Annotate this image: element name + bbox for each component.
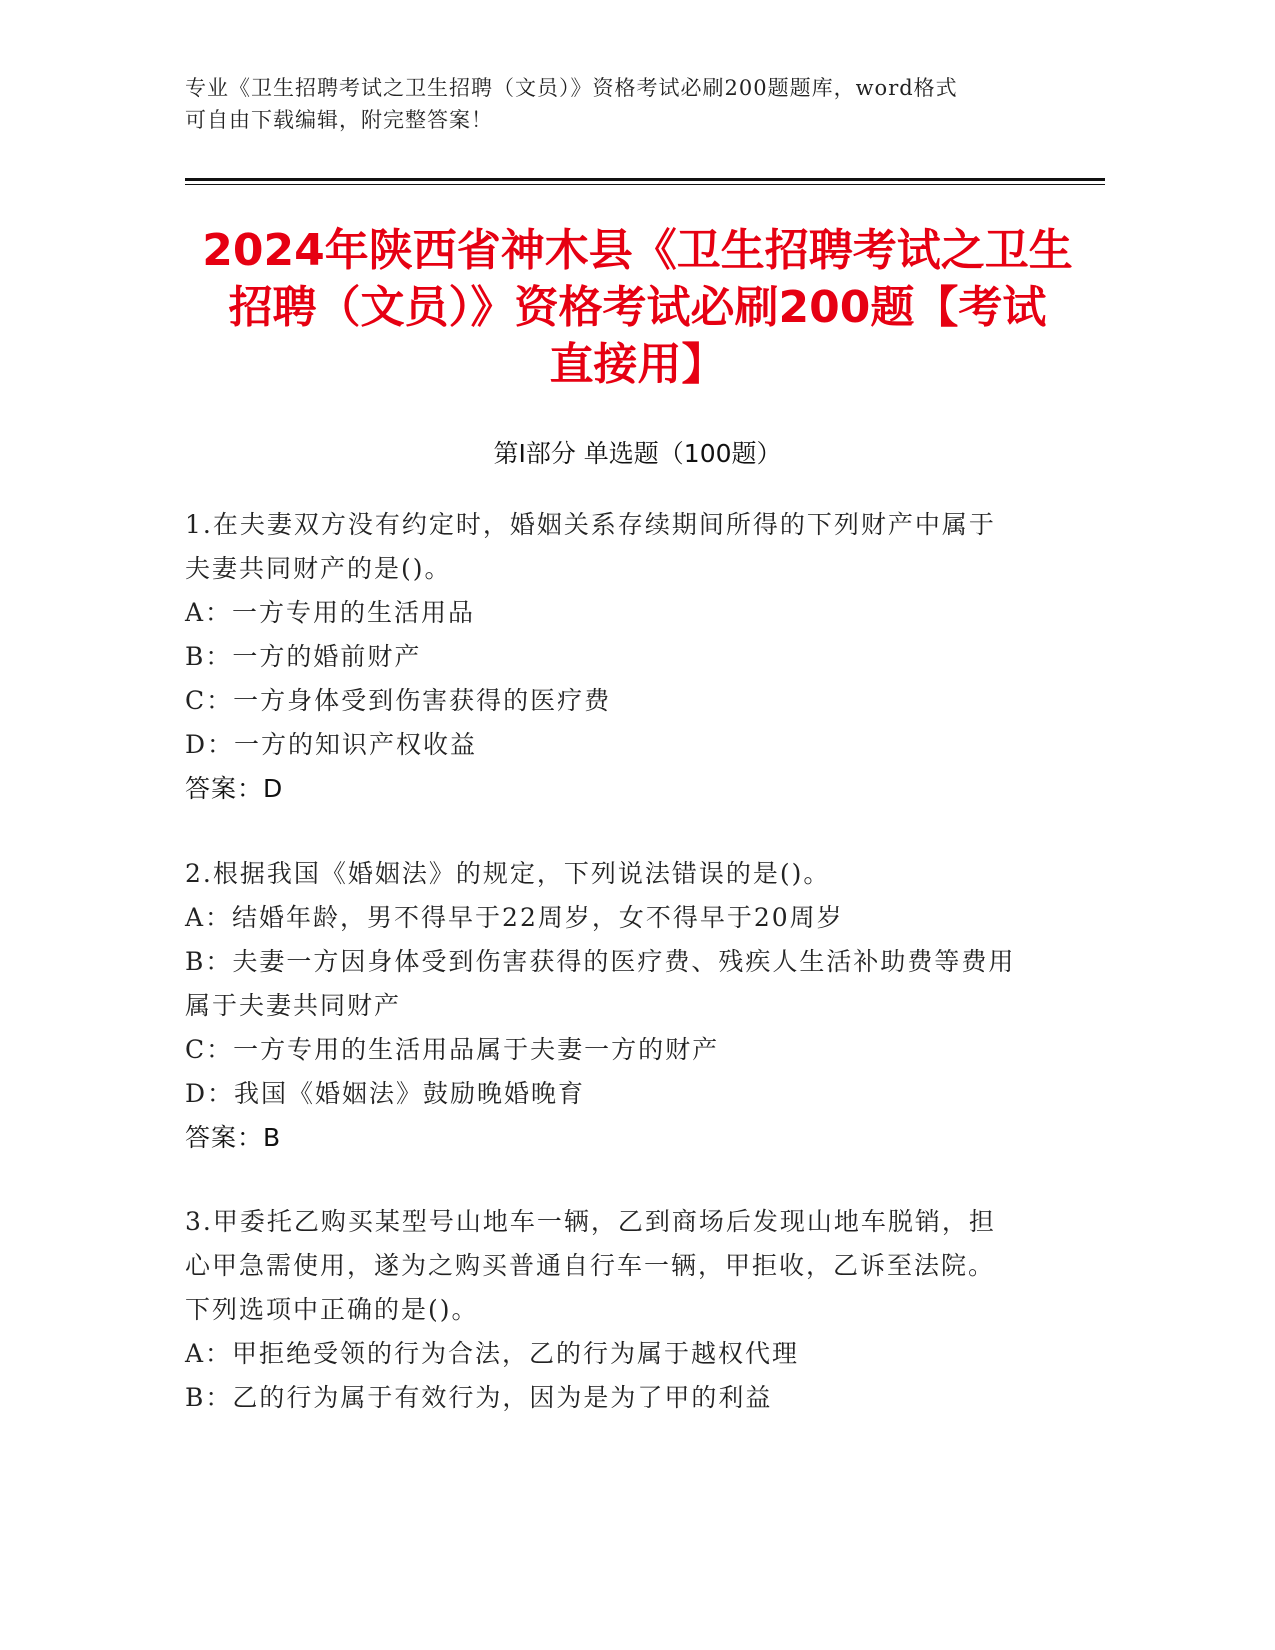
question-stem: 夫妻共同财产的是()。 — [185, 554, 452, 583]
option-b: B：一方的婚前财产 — [185, 642, 422, 671]
option-a: A：一方专用的生活用品 — [185, 598, 476, 627]
answer: 答案：D — [185, 774, 284, 803]
section-heading: 第Ⅰ部分 单选题（100题） — [493, 439, 782, 468]
option-b: B：乙的行为属于有效行为，因为是为了甲的利益 — [185, 1383, 773, 1412]
option-b: B：夫妻一方因身体受到伤害获得的医疗费、残疾人生活补助费等费用 — [185, 947, 1016, 976]
question-stem: 3.甲委托乙购买某型号山地车一辆，乙到商场后发现山地车脱销，担 — [185, 1207, 996, 1236]
header-note — [185, 72, 1075, 136]
document-title — [185, 222, 1090, 393]
header-divider-thick — [185, 178, 1105, 181]
question-stem: 1.在夫妻双方没有约定时，婚姻关系存续期间所得的下列财产中属于 — [185, 510, 996, 539]
title-line: 招聘（文员）》资格考试必刷200题【考试 — [228, 282, 1047, 333]
answer: 答案：B — [185, 1123, 282, 1152]
option-a: A：结婚年龄，男不得早于22周岁，女不得早于20周岁 — [185, 903, 844, 932]
option-d: D：我国《婚姻法》鼓励晚婚晚育 — [185, 1079, 586, 1108]
option-b-continued: 属于夫妻共同财产 — [185, 991, 402, 1020]
question-3 — [185, 1200, 1045, 1420]
title-line: 直接用】 — [549, 339, 726, 390]
question-1 — [185, 503, 1045, 811]
question-2 — [185, 852, 1045, 1160]
header-divider-thin — [185, 184, 1105, 185]
question-stem: 2.根据我国《婚姻法》的规定，下列说法错误的是()。 — [185, 859, 831, 888]
option-d: D：一方的知识产权收益 — [185, 730, 478, 759]
option-a: A：甲拒绝受领的行为合法，乙的行为属于越权代理 — [185, 1339, 800, 1368]
title-line: 2024年陕西省神木县《卫生招聘考试之卫生 — [202, 225, 1073, 276]
question-stem: 心甲急需使用，遂为之购买普通自行车一辆，甲拒收，乙诉至法院。 — [185, 1251, 996, 1280]
option-c: C：一方身体受到伤害获得的医疗费 — [185, 686, 612, 715]
header-note-line: 可自由下载编辑，附完整答案！ — [185, 108, 493, 132]
header-note-line: 专业《卫生招聘考试之卫生招聘（文员）》资格考试必刷200题题库，word格式 — [185, 76, 958, 100]
option-c: C：一方专用的生活用品属于夫妻一方的财产 — [185, 1035, 720, 1064]
question-stem: 下列选项中正确的是()。 — [185, 1295, 479, 1324]
